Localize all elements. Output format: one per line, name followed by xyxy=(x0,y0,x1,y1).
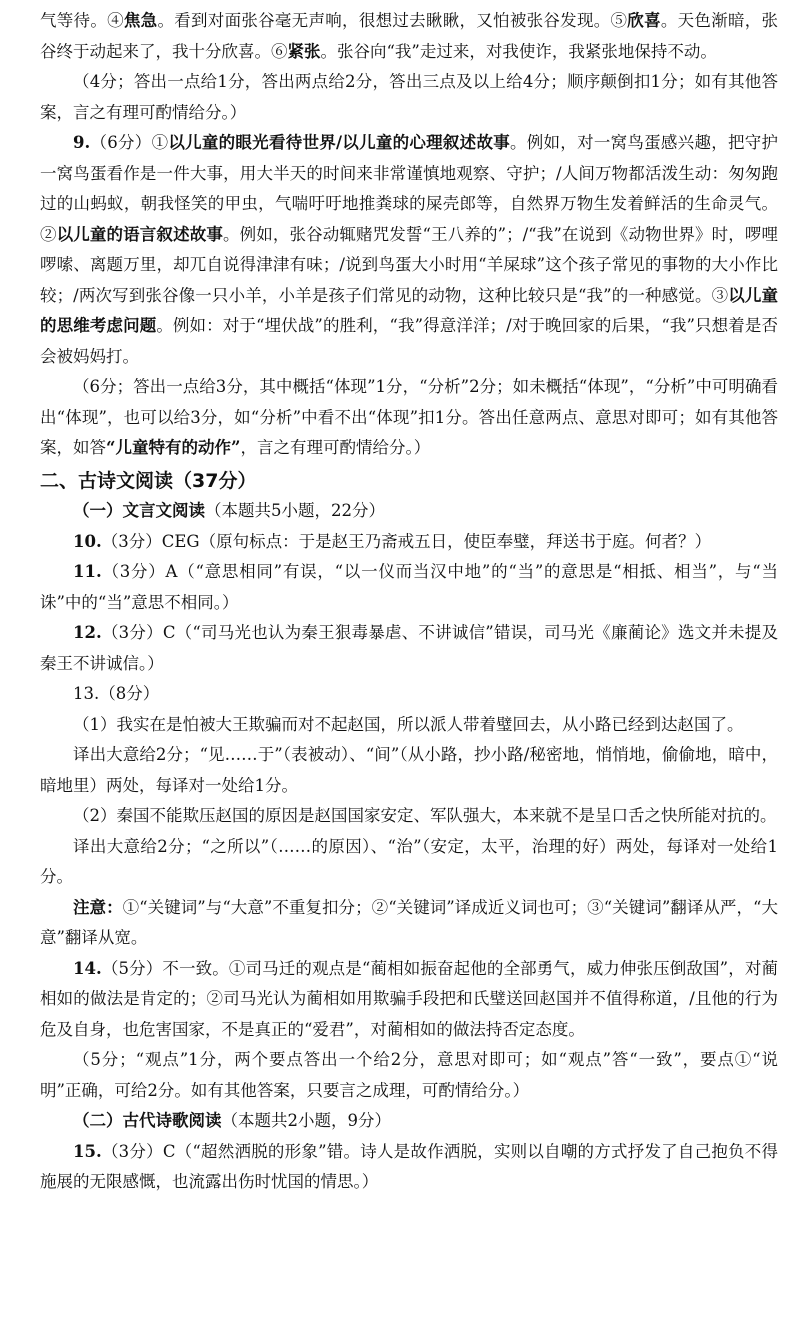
text-run: 。例如，张谷动辄赌咒发誓“王八养的”；/“我”在说到《动物世界》时，啰哩啰嗦、离题万里，却兀自说得津津有味；/说到鸟蛋大小时用“羊屎球”这个孩子常见的事物的大小作比较；/两次写到张谷像一只小羊，小羊是孩子们常见的动物，这种比较只是“我”的一种感觉。③ xyxy=(40,224,779,305)
text-run: （6分；答出一点给3分，其中概括“体现”1分，“分析”2分；如未概括“体现”，“分析”中可明确看出“体现”，也可以给3分，如“分析”中看不出“体现”扣1分。答出任意两点、意思对即可；如有其他答案，如答 xyxy=(40,377,778,457)
bold-text: 紧张 xyxy=(287,41,321,61)
q13-1-answer xyxy=(40,710,778,741)
bold-text: 以儿童的思维考虑问题 xyxy=(40,285,778,335)
bold-text: 11. xyxy=(73,562,102,581)
text-run: （6分）① xyxy=(90,133,169,152)
ancient-poetry-answers xyxy=(40,1137,778,1198)
q12-answer xyxy=(40,618,778,679)
text-run: 。看到对面张谷毫无声响，很想过去瞅瞅，又怕被张谷发现。⑤ xyxy=(157,11,628,30)
bold-text: “儿童特有的动作” xyxy=(106,438,241,457)
text-run: 气等待。④ xyxy=(40,11,124,30)
bold-text: 以儿童的眼光看待世界/以儿童的心理叙述故事 xyxy=(168,133,510,152)
bold-text: 14. xyxy=(73,958,102,978)
q14-answer xyxy=(40,954,778,1046)
classical-chinese-answers xyxy=(40,527,778,1107)
text-run: 译出大意给2分；“见……于”（表被动）、“间”（从小路，抄小路/秘密地，悄悄地，偷偷地，暗中，暗地里）两处，每译对一处给1分。 xyxy=(40,745,778,795)
text-run: 。例如，对一窝鸟蛋感兴趣，把守护一窝鸟蛋看作是一件大事，用大半天的时间来非常谨慎地观察、守护；/人间万物都活泼生动：匆匆跑过的山蚂蚁，朝我怪笑的甲虫，气喘吁吁地推粪球的屎壳郎等，自然界万物生发着鲜活的生命灵气。② xyxy=(40,133,779,244)
text-run: （1）我实在是怕被大王欺骗而对不起赵国，所以派人带着璧回去，从小路已经到达赵国了。 xyxy=(73,714,744,734)
text-run: 。例如：对于“埋伏战”的胜利，“我”得意洋洋；/对于晚回家的后果，“我”只想着是否会被妈妈打。 xyxy=(40,316,779,366)
text-run: （3分）C（“超然洒脱的形象”错。诗人是故作洒脱，实则以自嘲的方式抒发了自己抱负不得施展的无限感慨，也流露出伤时忧国的情思。） xyxy=(40,1141,778,1191)
text-run: （5分）不一致。①司马迁的观点是“蔺相如振奋起他的全部勇气，威力伸张压倒敌国”，对蔺相如的做法是肯定的；②司马光认为蔺相如用欺骗手段把和氏璧送回赵国并不值得称道，/且他的行为危及自身，也危害国家，不是真正的“爱君”，对蔺相如的做法持否定态度。 xyxy=(40,958,778,1039)
q13-note xyxy=(40,893,778,954)
q11-answer xyxy=(40,557,778,618)
subsection-title-text: （一）文言文阅读 xyxy=(73,501,205,520)
text-run: ，言之有理可酌情给分。） xyxy=(240,438,431,457)
text-run: 。天色渐暗，张谷终于动起来了，我十分欣喜。⑥ xyxy=(40,11,779,61)
subsection-title-classical-chinese xyxy=(40,496,778,527)
q13-1-scoring xyxy=(40,740,778,801)
text-run: ①“关键词”与“大意”不重复扣分；②“关键词”译成近义词也可；③“关键词”翻译从严，“大意”翻译从宽。 xyxy=(40,897,779,947)
text-run: （3分）C（“司马光也认为秦王狠毒暴虐、不讲诚信”错误，司马光《廉蔺论》选文并未提及秦王不讲诚信。） xyxy=(40,623,778,673)
q15-answer xyxy=(40,1137,778,1198)
q10-answer xyxy=(40,527,778,558)
q14-scoring xyxy=(40,1045,778,1106)
bold-text: 欣喜 xyxy=(627,11,661,30)
text-run: （4分；答出一点给1分，答出两点给2分，答出三点及以上给4分；顺序颠倒扣1分；如有其他答案，言之有理可酌情给分。） xyxy=(40,72,778,122)
section-title-ancient-poetry-prose: 二、古诗文阅读（37分） xyxy=(40,469,257,492)
q8-continued xyxy=(40,6,778,67)
q13-head xyxy=(40,679,778,710)
reading-answers-section xyxy=(40,6,778,464)
bold-text: 12. xyxy=(73,623,102,642)
text-run: （3分）CEG（原句标点：于是赵王乃斋戒五日，使臣奉璧，拜送书于庭。何者？） xyxy=(101,531,712,551)
subsection-note: （本题共2小题，9分） xyxy=(221,1111,391,1130)
subsection-title-ancient-poetry xyxy=(40,1106,778,1137)
bold-text: 注意： xyxy=(73,897,123,917)
q13-2-answer xyxy=(40,801,778,832)
subsection-note: （本题共5小题，22分） xyxy=(205,501,385,520)
text-run: 。张谷向“我”走过来，对我使诈，我紧张地保持不动。 xyxy=(320,41,717,61)
q13-2-scoring xyxy=(40,832,778,893)
text-run: 13.（8分） xyxy=(73,684,160,703)
bold-text: 15. xyxy=(73,1141,102,1161)
q9-answer xyxy=(40,128,778,372)
bold-text: 焦急 xyxy=(123,11,158,30)
bold-text: 以儿童的语言叙述故事 xyxy=(56,224,223,244)
text-run: （3分）A（“意思相同”有误，“以一仪而当汉中地”的“当”的意思是“相抵、相当”，与“当诛”中的“当”意思不相同。） xyxy=(40,562,778,612)
q9-scoring xyxy=(40,372,778,464)
subsection-title-text: （二）古代诗歌阅读 xyxy=(73,1111,222,1130)
bold-text: 10. xyxy=(73,531,102,551)
bold-text: 9. xyxy=(73,133,91,152)
q8-scoring xyxy=(40,67,778,128)
text-run: 译出大意给2分；“之所以”（……的原因）、“治”（安定，太平，治理的好）两处，每译对一处给1分。 xyxy=(40,836,778,886)
text-run: （5分；“观点”1分，两个要点答出一个给2分，意思对即可；如“观点”答“一致”，要点①“说明”正确，可给2分。如有其他答案，只要言之成理，可酌情给分。） xyxy=(40,1050,778,1100)
text-run: （2）秦国不能欺压赵国的原因是赵国国家安定、军队强大，本来就不是呈口舌之快所能对抗的。 xyxy=(73,806,777,825)
